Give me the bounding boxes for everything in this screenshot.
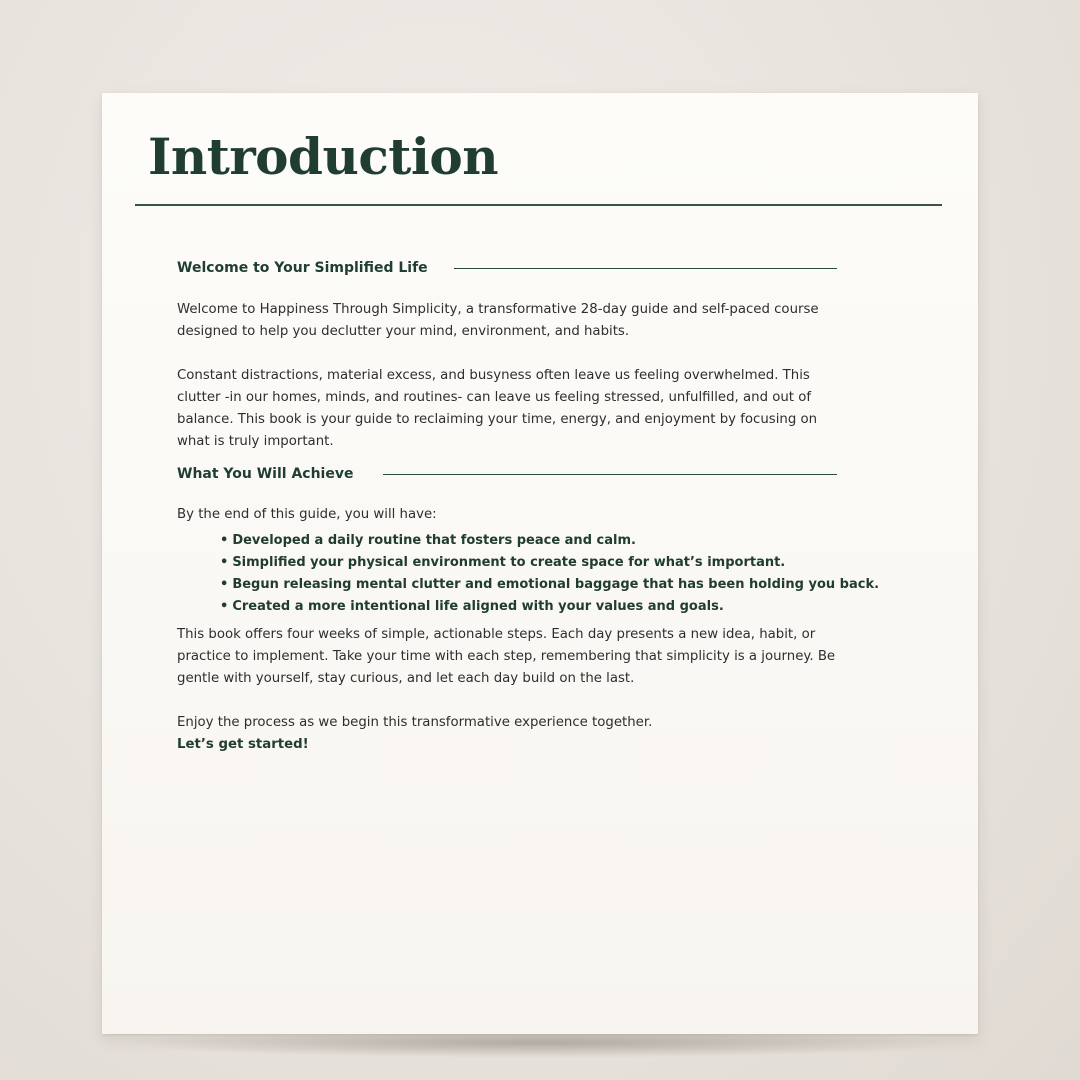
list-item (220, 530, 837, 552)
list-item-text: Developed a daily routine that fosters peace and calm. (232, 533, 636, 548)
section-heading-achieve (177, 466, 837, 482)
achievements-list (177, 530, 880, 618)
section-heading-label: Welcome to Your Simplified Life (177, 260, 428, 276)
list-item (220, 552, 837, 574)
section-heading-rule (383, 474, 837, 475)
section-heading-rule (454, 268, 837, 269)
closing-call-to-action: Let’s get started! (177, 737, 309, 752)
bullet-marker: • (220, 577, 229, 592)
list-item (220, 596, 837, 618)
list-item (220, 574, 880, 596)
paragraph-welcome: Welcome to Happiness Through Simplicity, a transformative 28-day guide and self-paced course designed to help you declutter your mind, environment, and habits. (177, 302, 819, 339)
section-heading-label: What You Will Achieve (177, 466, 354, 482)
title-divider (135, 204, 942, 206)
page-content (177, 260, 880, 756)
paragraph-distractions: Constant distractions, material excess, and busyness often leave us feeling overwhelmed. This clutter -in our homes, minds, and routines- can leave us feeling stressed, unfulfilled, and out of balance. This book is your guide to reclaiming your time, energy, and enjoyment by focusing on what is truly important. (177, 368, 818, 449)
list-item-text: Created a more intentional life aligned with your values and goals. (232, 599, 724, 614)
paragraph-steps: This book offers four weeks of simple, actionable steps. Each day presents a new idea, habit, or practice to implement. Take your time with each step, remembering that simplicity is a journey. Be gentle with yourself, stay curious, and let each day build on the last. (177, 627, 836, 686)
bullet-marker: • (220, 533, 229, 548)
list-item-text: Simplified your physical environment to create space for what’s important. (232, 555, 786, 570)
list-item-text: Begun releasing mental clutter and emotional baggage that has been holding you back. (232, 577, 880, 592)
bullet-marker: • (220, 599, 229, 614)
paragraph-enjoy: Enjoy the process as we begin this transformative experience together. (177, 715, 653, 730)
paragraph-intro-list: By the end of this guide, you will have: (177, 507, 437, 522)
document-page (102, 93, 978, 1034)
page-title: Introduction (148, 127, 499, 186)
bullet-marker: • (220, 555, 229, 570)
section-heading-welcome (177, 260, 837, 276)
